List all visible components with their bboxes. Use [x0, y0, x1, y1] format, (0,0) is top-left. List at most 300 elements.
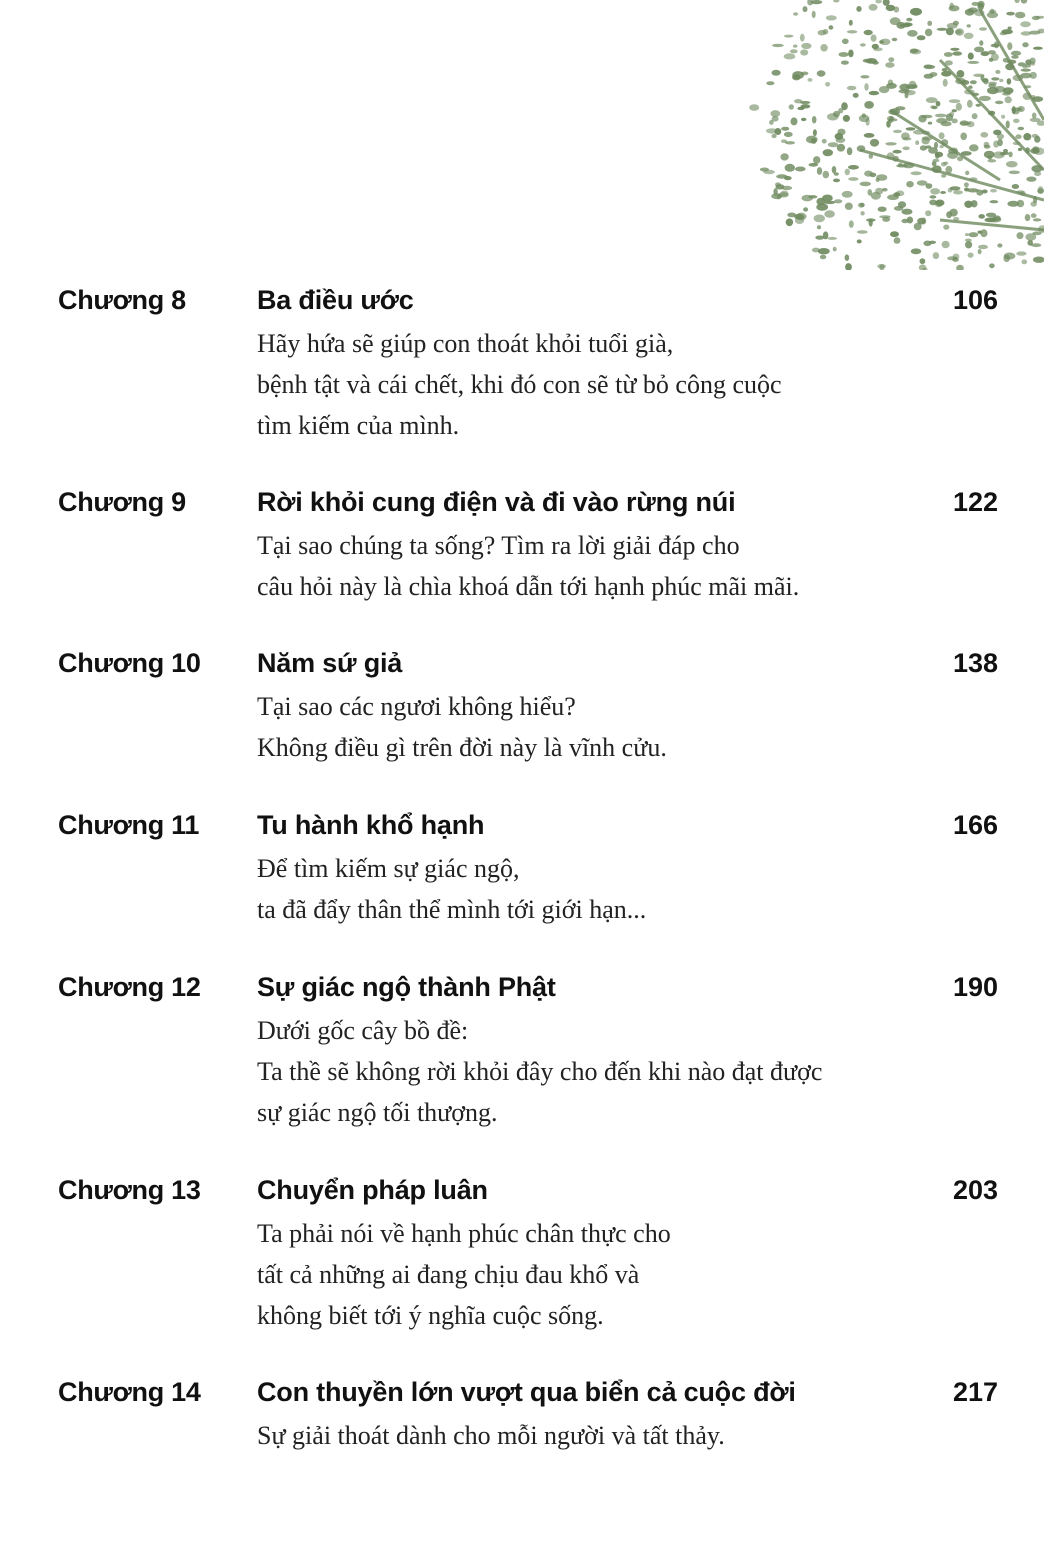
- leaf: [1031, 95, 1035, 99]
- leaf: [933, 252, 939, 259]
- leaf: [917, 180, 928, 185]
- leaf: [1024, 85, 1031, 88]
- leaf: [879, 215, 890, 218]
- leaf: [969, 177, 977, 181]
- description-line: không biết tới ý nghĩa cuộc sống.: [257, 1301, 604, 1330]
- leaf: [860, 75, 869, 78]
- leaf: [823, 171, 830, 179]
- description-line: Sự giải thoát dành cho mỗi người và tất thảy.: [257, 1421, 725, 1450]
- leaf: [928, 122, 932, 125]
- leaf: [871, 34, 877, 41]
- leaf: [941, 174, 946, 178]
- leaf: [1011, 55, 1018, 58]
- leaf: [1017, 232, 1024, 239]
- chapter-description: [257, 525, 799, 607]
- leaf: [845, 263, 852, 270]
- leaf: [936, 101, 941, 107]
- leaf: [1025, 214, 1031, 221]
- description-line: tất cả những ai đang chịu đau khổ và: [257, 1260, 640, 1289]
- leaf: [930, 188, 940, 194]
- leaf: [937, 28, 948, 31]
- leaf: [1021, 31, 1032, 35]
- leaf: [860, 211, 864, 215]
- leaf: [859, 115, 870, 122]
- leaf: [952, 51, 962, 55]
- leaf: [812, 248, 820, 253]
- leaf: [853, 93, 859, 98]
- leaf: [811, 0, 823, 4]
- leaf: [905, 93, 909, 98]
- chapter-label: Chương 13: [58, 1175, 201, 1205]
- leaf: [893, 130, 902, 133]
- leaf: [820, 44, 827, 52]
- description-line: Hãy hứa sẽ giúp con thoát khỏi tuổi già,: [257, 329, 674, 358]
- leaf: [961, 151, 972, 156]
- leaf: [988, 84, 996, 88]
- leaf: [947, 152, 958, 159]
- description-line: sự giác ngộ tối thượng.: [257, 1098, 498, 1127]
- leaf: [970, 80, 977, 84]
- leaf: [894, 237, 901, 244]
- tree-foliage-illustration: [740, 0, 1044, 270]
- leaf: [991, 77, 999, 80]
- leaf: [1009, 171, 1020, 175]
- leaf: [913, 130, 924, 135]
- leaf: [941, 139, 948, 146]
- leaf: [949, 99, 961, 103]
- leaf: [957, 156, 963, 161]
- chapter-title: Tu hành khổ hạnh: [257, 810, 485, 840]
- leaf: [781, 127, 789, 131]
- leaf: [847, 86, 857, 91]
- leaf: [797, 107, 804, 110]
- leaf: [849, 20, 853, 26]
- leaf: [800, 49, 808, 55]
- chapter-title: Năm sứ giả: [257, 648, 403, 678]
- leaf: [864, 133, 875, 138]
- leaf: [842, 191, 853, 198]
- leaf: [772, 134, 777, 138]
- leaf: [776, 174, 788, 178]
- leaf: [857, 145, 866, 152]
- leaf: [766, 81, 774, 85]
- leaf: [910, 49, 919, 54]
- leaf: [860, 182, 872, 187]
- leaf: [964, 182, 969, 187]
- leaf: [955, 30, 962, 35]
- leaf: [978, 245, 988, 249]
- chapter-label: Chương 14: [58, 1377, 201, 1407]
- leaf: [967, 100, 973, 108]
- leaf: [1000, 32, 1007, 35]
- page-number: 122: [952, 487, 998, 517]
- leaf: [972, 113, 978, 119]
- leaf: [823, 231, 829, 239]
- leaf: [965, 171, 969, 176]
- leaf: [1006, 12, 1015, 16]
- leaf: [906, 181, 914, 187]
- leaf: [932, 159, 939, 163]
- leaf: [968, 53, 974, 60]
- chapter-label: Chương 8: [58, 285, 186, 315]
- leaf: [1021, 69, 1031, 72]
- leaf: [878, 207, 887, 212]
- leaf: [990, 200, 999, 203]
- leaf: [818, 248, 830, 254]
- leaf: [1020, 21, 1031, 27]
- leaf: [1032, 113, 1037, 119]
- page-number: 217: [952, 1377, 998, 1407]
- leaf: [890, 231, 899, 237]
- leaf: [1021, 0, 1027, 4]
- leaf: [837, 129, 845, 136]
- leaf: [792, 74, 801, 80]
- leaf: [848, 50, 853, 58]
- leaf: [845, 169, 850, 176]
- leaf: [813, 156, 820, 164]
- leaf: [951, 148, 958, 151]
- chapter-description: [257, 1415, 725, 1456]
- leaf: [1002, 152, 1010, 155]
- leaf: [885, 142, 897, 145]
- leaf: [1012, 106, 1016, 114]
- leaf: [1033, 47, 1043, 50]
- leaf: [968, 253, 974, 258]
- leaf: [942, 68, 948, 71]
- leaf: [949, 5, 960, 11]
- leaf: [943, 162, 948, 165]
- leaf: [1033, 218, 1041, 221]
- description-line: tìm kiếm của mình.: [257, 411, 460, 440]
- leaf: [1007, 42, 1012, 50]
- leaf: [848, 177, 858, 181]
- leaf: [813, 129, 817, 136]
- chapter-title: Chuyển pháp luân: [257, 1175, 488, 1205]
- leaf: [920, 258, 926, 264]
- leaf: [794, 214, 804, 220]
- leaf: [812, 116, 817, 123]
- leaf: [929, 241, 936, 244]
- leaf: [836, 137, 846, 143]
- leaf: [789, 104, 794, 109]
- leaf: [936, 118, 947, 123]
- leaf: [999, 79, 1003, 82]
- leaf: [895, 106, 905, 110]
- leaf: [784, 53, 796, 59]
- leaf: [925, 210, 931, 216]
- leaf: [892, 38, 898, 41]
- leaf: [877, 264, 886, 269]
- leaf: [902, 137, 911, 140]
- leaf: [793, 12, 798, 16]
- leaf: [1011, 51, 1021, 56]
- leaf: [980, 132, 988, 138]
- leaf: [875, 0, 881, 4]
- leaf: [960, 133, 967, 141]
- leaf: [857, 230, 868, 234]
- chapter-label: Chương 12: [58, 972, 201, 1002]
- chapter-description: [257, 1213, 671, 1336]
- leaf: [1023, 93, 1032, 100]
- leaf: [972, 93, 979, 96]
- leaf: [775, 182, 781, 186]
- leaf: [822, 139, 827, 144]
- leaf: [920, 145, 927, 150]
- leaf: [847, 30, 858, 33]
- leaf: [1001, 115, 1005, 119]
- page-number: 166: [952, 810, 998, 840]
- leaf: [965, 241, 972, 248]
- leaf: [839, 52, 849, 57]
- leaf: [967, 121, 975, 127]
- chapter-description: [257, 323, 782, 446]
- leaf: [1030, 118, 1041, 122]
- leaf: [991, 53, 999, 61]
- leaf: [934, 142, 938, 149]
- chapter-title: Con thuyền lớn vượt qua biển cả cuộc đời: [257, 1377, 796, 1407]
- leaf: [760, 168, 769, 172]
- description-line: Dưới gốc cây bồ đề:: [257, 1016, 469, 1045]
- leaf: [1006, 121, 1010, 129]
- leaf: [932, 106, 938, 110]
- leaf: [801, 118, 806, 121]
- leaf: [800, 34, 805, 42]
- leaf: [964, 201, 972, 208]
- leaf: [976, 104, 981, 107]
- leaf: [1015, 12, 1025, 19]
- leaf: [901, 219, 908, 223]
- leaf: [953, 21, 959, 26]
- leaf: [997, 243, 1002, 247]
- leaf: [1013, 119, 1020, 123]
- leaf: [823, 29, 829, 35]
- description-line: câu hỏi này là chìa khoá dẫn tới hạnh phúc mãi mãi.: [257, 572, 800, 601]
- leaf: [915, 140, 919, 145]
- leaf: [990, 189, 997, 193]
- leaf: [917, 35, 926, 40]
- leaf: [1006, 161, 1018, 167]
- leaf: [940, 191, 946, 194]
- leaf: [790, 49, 798, 53]
- page-number: 106: [952, 285, 998, 315]
- leaf: [994, 86, 1005, 93]
- leaf: [1007, 78, 1012, 84]
- leaf: [930, 195, 937, 198]
- leaf: [939, 145, 943, 148]
- leaf: [983, 190, 987, 193]
- leaf: [965, 9, 975, 16]
- leaf: [1030, 201, 1037, 206]
- leaf: [925, 29, 932, 37]
- leaf: [1030, 58, 1036, 64]
- leaf: [1016, 251, 1026, 255]
- leaf: [1031, 165, 1042, 172]
- leaf: [979, 27, 987, 30]
- chapter-description: [257, 686, 667, 768]
- page-number: 190: [952, 972, 998, 1002]
- leaf: [864, 171, 873, 177]
- leaf: [793, 45, 797, 48]
- leaf: [907, 30, 918, 37]
- leaf: [902, 146, 909, 150]
- leaf: [814, 215, 825, 223]
- leaf: [791, 117, 798, 125]
- chapter-title: Rời khỏi cung điện và đi vào rừng núi: [257, 487, 736, 517]
- leaf: [849, 220, 854, 227]
- leaf: [772, 44, 784, 47]
- leaf: [987, 159, 996, 162]
- leaf: [785, 141, 795, 144]
- leaf: [922, 217, 927, 224]
- leaf: [864, 30, 873, 35]
- leaf: [914, 223, 922, 230]
- chapter-title: Sự giác ngộ thành Phật: [257, 972, 556, 1002]
- leaf: [1023, 133, 1031, 140]
- leaf: [939, 132, 945, 139]
- leaf: [950, 48, 959, 51]
- leaf: [984, 145, 991, 149]
- leaf: [812, 11, 816, 18]
- leaf: [935, 114, 947, 118]
- leaf: [888, 57, 894, 62]
- leaf: [808, 78, 813, 82]
- leaf: [860, 43, 866, 46]
- leaf: [886, 121, 891, 128]
- leaf: [817, 167, 822, 175]
- leaf: [986, 213, 996, 218]
- leaf: [1026, 177, 1036, 182]
- leaf: [964, 33, 974, 39]
- leaf: [847, 147, 853, 155]
- leaf: [873, 47, 883, 51]
- leaf: [780, 191, 788, 197]
- leaf: [991, 44, 1000, 48]
- leaf: [888, 109, 898, 114]
- leaf: [911, 248, 922, 254]
- leaf: [824, 201, 835, 204]
- leaf: [828, 237, 838, 240]
- leaf: [780, 153, 788, 160]
- description-line: Ta thề sẽ không rời khỏi đây cho đến khi nào đạt được: [257, 1057, 823, 1086]
- leaf: [1015, 134, 1021, 139]
- leaf: [922, 136, 933, 140]
- leaf: [1009, 152, 1013, 158]
- chapter-description: [257, 1010, 822, 1133]
- leaf: [946, 211, 952, 218]
- leaf: [869, 91, 879, 95]
- leaf: [887, 152, 895, 159]
- leaf: [945, 166, 952, 174]
- leaf: [1025, 147, 1030, 153]
- leaf: [969, 232, 979, 237]
- leaf: [969, 144, 979, 151]
- leaf: [902, 209, 913, 215]
- leaf: [1018, 148, 1022, 151]
- leaf: [1035, 16, 1044, 19]
- description-line: bệnh tật và cái chết, khi đó con sẽ từ bỏ công cuộc: [257, 370, 782, 399]
- page-number: 138: [952, 648, 998, 678]
- leaf: [843, 115, 850, 122]
- leaf: [882, 188, 888, 192]
- description-line: ta đã đẩy thân thể mình tới giới hạn...: [257, 895, 647, 924]
- leaf: [965, 233, 969, 236]
- leaf: [974, 47, 984, 53]
- leaf: [869, 4, 878, 11]
- leaf: [833, 179, 840, 183]
- description-line: Ta phải nói về hạnh phúc chân thực cho: [257, 1219, 671, 1248]
- chapter-label: Chương 9: [58, 487, 186, 517]
- page-number: 203: [952, 1175, 998, 1205]
- leaf: [833, 247, 837, 252]
- chapter-label: Chương 10: [58, 648, 201, 678]
- leaf: [943, 79, 948, 87]
- leaf: [896, 164, 907, 167]
- leaf: [983, 78, 989, 85]
- leaf: [948, 188, 953, 193]
- chapter-title: Ba điều ước: [257, 285, 414, 315]
- leaf: [809, 163, 819, 167]
- leaf: [980, 229, 987, 237]
- leaf: [1013, 142, 1021, 145]
- leaf: [803, 207, 808, 211]
- leaf: [932, 165, 942, 173]
- leaf: [1022, 42, 1028, 47]
- leaf: [803, 6, 808, 12]
- leaf: [993, 141, 999, 148]
- leaf: [941, 71, 951, 77]
- leaf: [845, 203, 853, 210]
- leaf: [957, 70, 965, 78]
- leaf: [956, 103, 962, 111]
- leaf: [816, 198, 825, 206]
- leaf: [988, 156, 993, 160]
- leaf: [919, 264, 927, 270]
- leaf: [841, 61, 849, 65]
- description-line: Tại sao chúng ta sống? Tìm ra lời giải đáp cho: [257, 531, 740, 560]
- leaf: [1003, 58, 1009, 63]
- leaf: [866, 58, 877, 64]
- leaf: [880, 39, 891, 45]
- leaf: [965, 239, 972, 242]
- leaf: [834, 172, 839, 175]
- leaf: [775, 128, 782, 135]
- leaf: [955, 78, 966, 84]
- leaf: [1007, 201, 1019, 207]
- leaf: [910, 171, 921, 175]
- leaf: [1032, 231, 1041, 235]
- leaf: [995, 101, 1003, 105]
- leaf: [924, 74, 934, 79]
- leaf: [785, 164, 795, 172]
- leaf: [856, 6, 861, 12]
- leaf: [1038, 186, 1044, 194]
- leaf: [909, 81, 917, 89]
- leaf: [887, 195, 899, 201]
- leaf: [848, 165, 859, 170]
- leaf: [786, 218, 793, 226]
- leaf: [995, 70, 1000, 74]
- leaf: [784, 35, 793, 38]
- leaf: [879, 86, 889, 93]
- leaf: [825, 82, 830, 87]
- leaf: [824, 210, 835, 218]
- leaf: [1033, 257, 1044, 263]
- leaf: [858, 203, 865, 208]
- leaf: [968, 85, 973, 89]
- leaf: [784, 132, 793, 137]
- leaf: [817, 225, 821, 229]
- leaf: [953, 190, 963, 194]
